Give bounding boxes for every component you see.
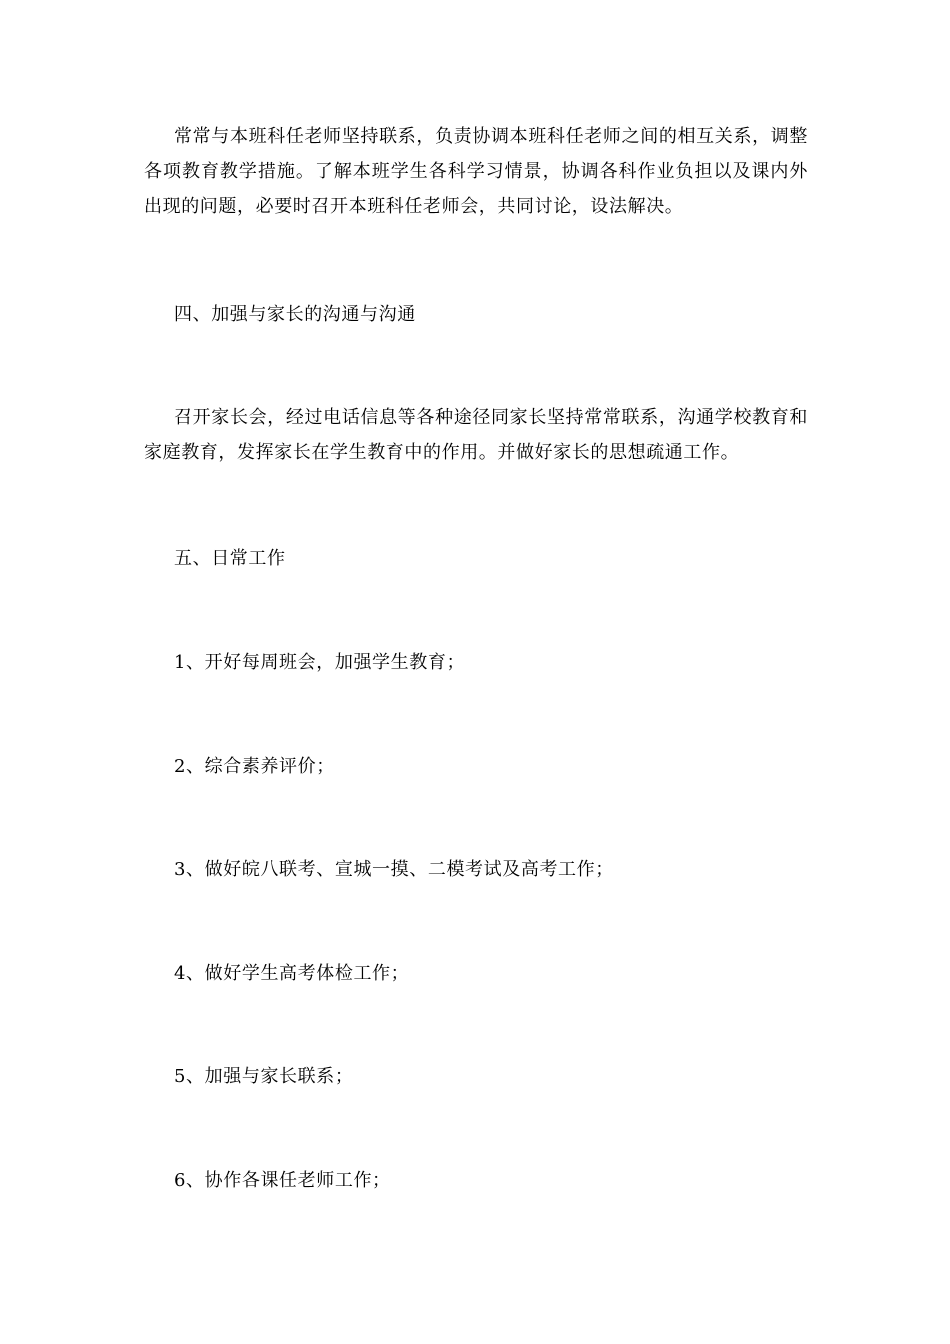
paragraph-teacher-coordination: 常常与本班科任老师坚持联系，负责协调本班科任老师之间的相互关系，调整各项教育教学措施。了解本班学生各科学习情景，协调各科作业负担以及课内外出现的问题，必要时召开本班科任老师会，共同讨论，设法解决。 [144,126,808,217]
section-heading-5: 五、日常工作 [174,548,286,569]
list-item: 2、综合素养评价； [174,756,335,777]
list-item: 6、协作各课任老师工作； [174,1170,391,1191]
list-item: 5、加强与家长联系； [174,1066,354,1087]
paragraph-parent-communication: 召开家长会，经过电话信息等各种途径同家长坚持常常联系，沟通学校教育和家庭教育，发挥家长在学生教育中的作用。并做好家长的思想疏通工作。 [144,407,808,463]
section-heading-4: 四、加强与家长的沟通与沟通 [174,304,416,325]
list-item: 4、做好学生高考体检工作； [174,963,410,984]
list-item: 1、开好每周班会，加强学生教育； [174,652,466,673]
list-item: 3、做好皖八联考、宣城一摸、二模考试及高考工作； [174,859,614,880]
